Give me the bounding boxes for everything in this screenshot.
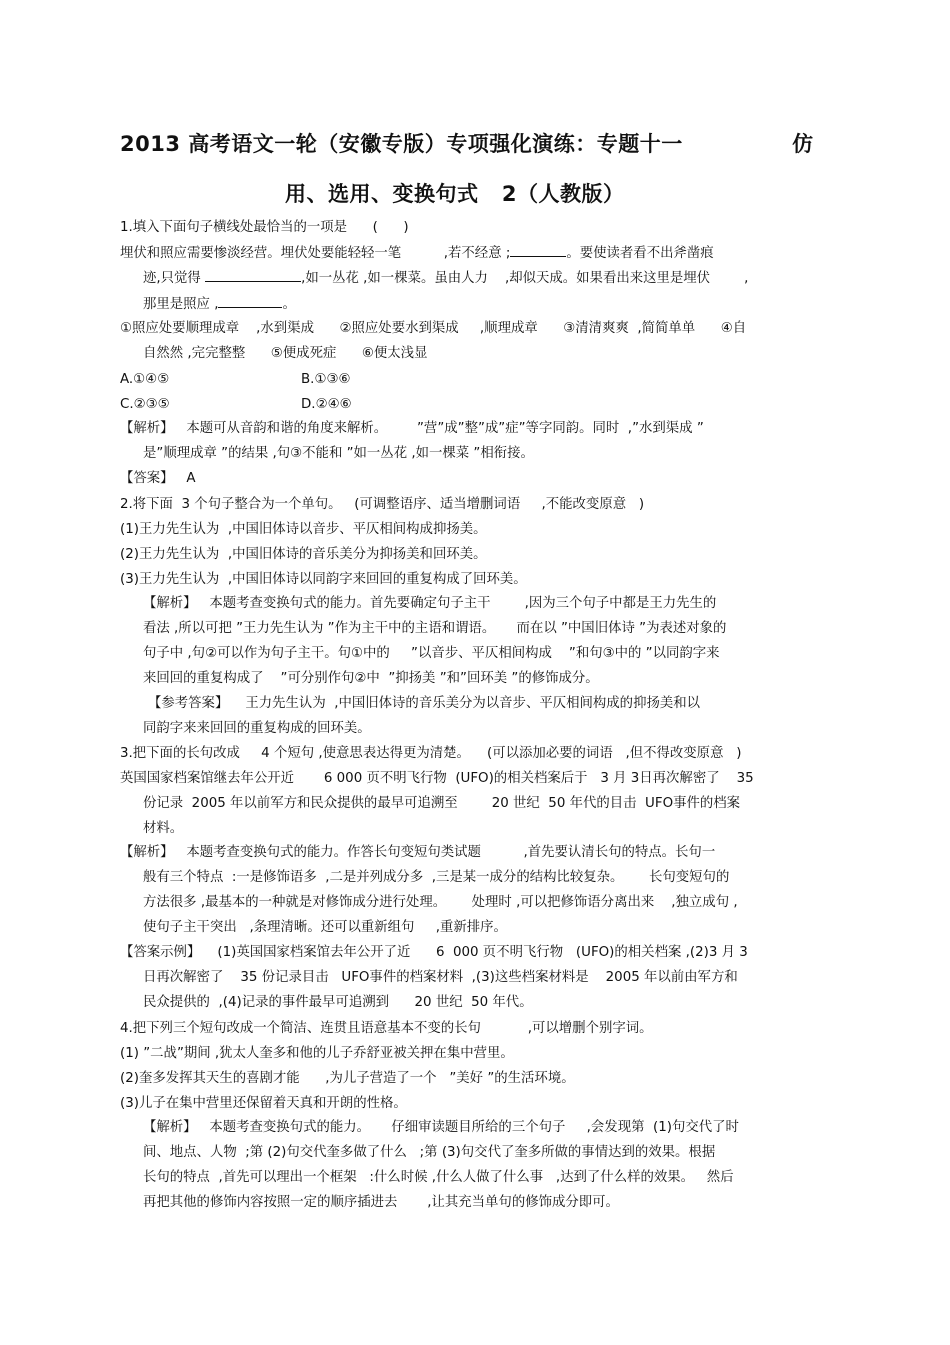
q1-choice-a: A.①④⑤ [120, 372, 170, 387]
q1-passage-text: 那里是照应 , [143, 297, 219, 312]
q3-answer-line-2: 日再次解密了 35 份记录目击 UFO事件的档案材料 ,(3)这些档案材料是 2005 年以前由军方和 [143, 970, 738, 985]
q1-choice-b: B.①③⑥ [301, 372, 351, 387]
q3-stem: 3.把下面的长句改成 4 个短句 ,使意思表达得更为清楚。 (可以添加必要的词语 ,但不得改变原意 ) [120, 746, 742, 761]
q2-analysis-line-3: 句子中 ,句②可以作为句子主干。句①中的 ”以音步、平仄相间构成 ”和句③中的 ”以同韵字来 [143, 646, 720, 661]
q4-sentence-3: (3)儿子在集中营里还保留着天真和开朗的性格。 [120, 1096, 407, 1111]
q3-analysis-line-2: 般有三个特点 :一是修饰语多 ,二是并列成分多 ,三是某一成分的结构比较复杂。 长句变短句的 [143, 870, 730, 885]
q3-analysis-line-3: 方法很多 ,最基本的一种就是对修饰成分进行处理。 处理时 ,可以把修饰语分离出来 ,独立成句 , [143, 895, 738, 910]
q1-passage-line-1 [120, 244, 714, 263]
q1-passage-text: 。要使读者看不出斧凿痕 [566, 246, 714, 261]
q1-passage-text: ,如一丛花 ,如一棵菜。虽由人力 ,却似天成。如果看出来这里是埋伏 , [301, 271, 749, 286]
q2-analysis-line-2: 看法 ,所以可把 ”王力先生认为 ”作为主干中的主语和谓语。 而在以 ”中国旧体诗 ”为表述对象的 [143, 621, 727, 636]
q4-stem: 4.把下列三个短句改成一个简洁、连贯且语意基本不变的长句 ,可以增删个别字词。 [120, 1021, 653, 1036]
q1-answer: 【答案】 A [120, 471, 196, 486]
q1-options-line-2: 自然然 ,完完整整 ⑤便成死症 ⑥便太浅显 [143, 346, 428, 361]
q1-passage-text: 迹,只觉得 [143, 271, 206, 286]
q1-analysis-line-2: 是”顺理成章 ”的结果 ,句③不能和 ”如一丛花 ,如一棵菜 ”相衔接。 [143, 446, 534, 461]
answer-blank [205, 269, 301, 282]
q2-sentence-2: (2)王力先生认为 ,中国旧体诗的音乐美分为抑扬美和回环美。 [120, 547, 487, 562]
q4-analysis-line-2: 间、地点、人物 ;第 (2)句交代奎多做了什么 ;第 (3)句交代了奎多所做的事情达到的效果。根据 [143, 1145, 716, 1160]
document-title-line-1: 2013 高考语文一轮（安徽专版）专项强化演练：专题十一 仿 [120, 132, 814, 156]
q1-options-line-1: ①照应处要顺理成章 ,水到渠成 ②照应处要水到渠成 ,顺理成章 ③清清爽爽 ,简简单单 ④自 [120, 321, 747, 336]
q2-sentence-3: (3)王力先生认为 ,中国旧体诗以同韵字来回回的重复构成了回环美。 [120, 572, 527, 587]
q1-passage-line-2 [143, 269, 748, 288]
q4-analysis-line-4: 再把其他的修饰内容按照一定的顺序插进去 ,让其充当单句的修饰成分即可。 [143, 1195, 619, 1210]
q4-sentence-1: (1) ”二战”期间 ,犹太人奎多和他的儿子乔舒亚被关押在集中营里。 [120, 1046, 514, 1061]
q3-passage-line-3: 材料。 [143, 821, 184, 836]
q3-passage-line-2: 份记录 2005 年以前军方和民众提供的最早可追溯至 20 世纪 50 年代的目击 UFO事件的档案 [143, 796, 741, 811]
q2-stem: 2.将下面 3 个句子整合为一个单句。 (可调整语序、适当增删词语 ,不能改变原意 ) [120, 497, 645, 512]
q1-choice-d: D.②④⑥ [301, 397, 352, 412]
q2-sentence-1: (1)王力先生认为 ,中国旧体诗以音步、平仄相间构成抑扬美。 [120, 522, 487, 537]
q4-analysis-line-1: 【解析】 本题考查变换句式的能力。 仔细审读题目所给的三个句子 ,会发现第 (1)句交代了时 [143, 1120, 739, 1135]
q4-sentence-2: (2)奎多发挥其天生的喜剧才能 ,为儿子营造了一个 ”美好 ”的生活环境。 [120, 1071, 575, 1086]
q2-analysis-line-4: 来回回的重复构成了 ”可分别作句②中 ”抑扬美 ”和”回环美 ”的修饰成分。 [143, 671, 599, 686]
q2-answer-line-2: 同韵字来来回回的重复构成的回环美。 [143, 721, 371, 736]
answer-blank [218, 295, 282, 308]
q2-answer-line-1: 【参考答案】 王力先生认为 ,中国旧体诗的音乐美分为以音步、平仄相间构成的抑扬美和以 [148, 696, 701, 711]
answer-blank [510, 244, 566, 257]
q3-analysis-line-4: 使句子主干突出 ,条理清晰。还可以重新组句 ,重新排序。 [143, 920, 507, 935]
q3-passage-line-1: 英国国家档案馆继去年公开近 6 000 页不明飞行物 (UFO)的相关档案后于 3 月 3日再次解密了 35 [120, 771, 754, 786]
q3-answer-line-1: 【答案示例】 (1)英国国家档案馆去年公开了近 6 000 页不明飞行物 (UFO)的相关档案 ,(2)3 月 3 [120, 945, 748, 960]
q2-analysis-line-1: 【解析】 本题考查变换句式的能力。首先要确定句子主干 ,因为三个句子中都是王力先生的 [143, 596, 717, 611]
q1-stem: 1.填入下面句子横线处最恰当的一项是 ( ) [120, 220, 409, 235]
q3-analysis-line-1: 【解析】 本题考查变换句式的能力。作答长句变短句类试题 ,首先要认清长句的特点。长句一 [120, 845, 716, 860]
q1-passage-text: 埋伏和照应需要惨淡经营。埋伏处要能轻轻一笔 ,若不经意 ; [120, 246, 511, 261]
q1-analysis-line-1: 【解析】 本题可从音韵和谐的角度来解析。 ”营”成”整”成”症”等字同韵。同时 ,”水到渠成 ” [120, 421, 704, 436]
q3-answer-line-3: 民众提供的 ,(4)记录的事件最早可追溯到 20 世纪 50 年代。 [143, 995, 533, 1010]
q1-passage-text: 。 [282, 297, 296, 312]
q1-choice-c: C.②③⑤ [120, 397, 170, 412]
q1-passage-line-3 [143, 295, 296, 314]
q4-analysis-line-3: 长句的特点 ,首先可以理出一个框架 :什么时候 ,什么人做了什么事 ,达到了什么样的效果。 然后 [143, 1170, 734, 1185]
document-title-line-2: 用、选用、变换句式 2（人教版） [285, 182, 625, 206]
